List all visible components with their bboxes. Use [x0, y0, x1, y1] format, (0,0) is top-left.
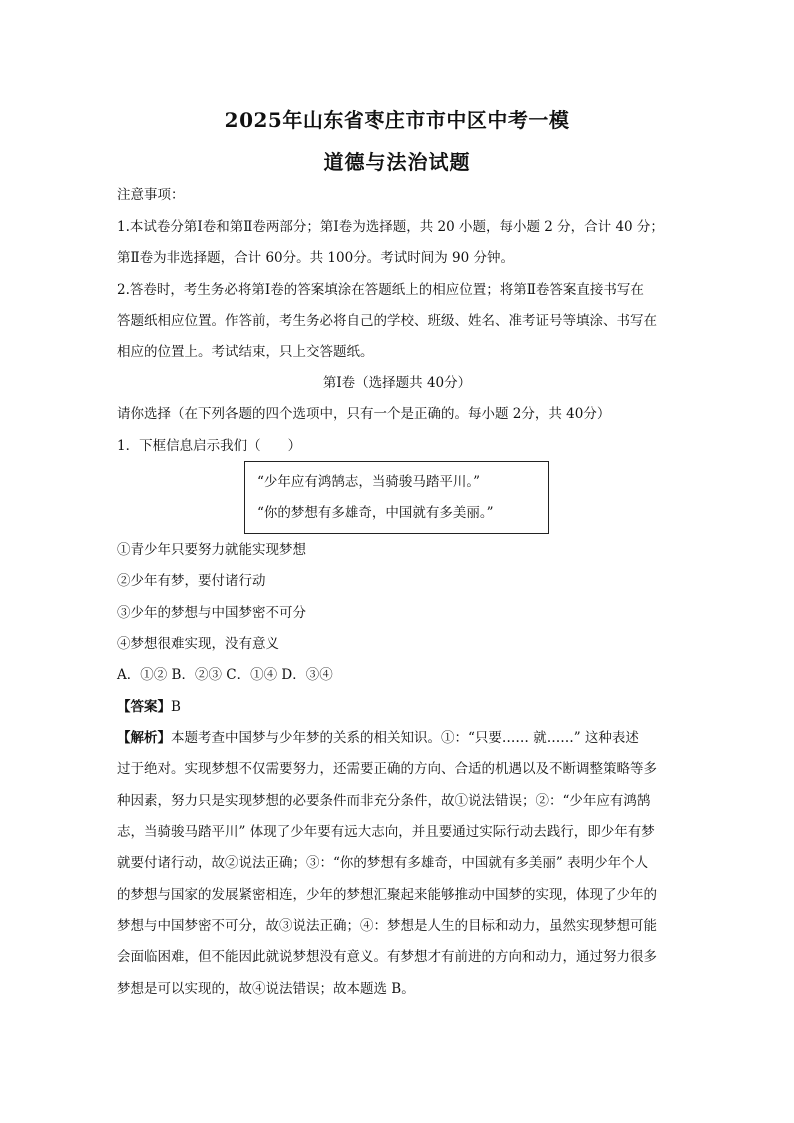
analysis-line: 梦想与中国梦密不可分，故③说法正确；④：梦想是人生的目标和动力，虽然实现梦想可能: [117, 918, 657, 934]
notice-line: 1.本试卷分第Ⅰ卷和第Ⅱ卷两部分；第Ⅰ卷为选择题，共 20 小题，每小题 2 分，合计 40 分；: [117, 219, 664, 235]
statement-item: ①青少年只要努力就能实现梦想: [117, 542, 306, 558]
statement-item: ④梦想很难实现，没有意义: [117, 636, 279, 652]
analysis-line: 的梦想与国家的发展紧密相连，少年的梦想汇聚起来能够推动中国梦的实现，体现了少年的: [117, 887, 657, 903]
question-stem: 1．下框信息启示我们（ ）: [117, 438, 302, 454]
quote-line: “你的梦想有多雄奇，中国就有多美丽。”: [257, 505, 494, 521]
analysis-line: 梦想是可以实现的，故④说法错误；故本题选 B。: [117, 981, 415, 997]
answer-line: [117, 698, 687, 716]
analysis-line: 会面临困难，但不能因此就说梦想没有意义。有梦想才有前进的方向和动力，通过努力很多: [117, 949, 657, 965]
notice-heading: 注意事项：: [117, 187, 185, 203]
section-title: 第Ⅰ卷（选择题共 40分）: [322, 375, 472, 391]
notice-line: 答题纸相应位置。作答前，考生务必将自己的学校、班级、姓名、准考证号等填涂、书写在: [117, 313, 657, 329]
analysis-line: 志，当骑骏马踏平川” 体现了少年要有远大志向，并且要通过实际行动去践行，即少年有梦: [117, 824, 655, 840]
instruction-text: 请你选择（在下列各题的四个选项中，只有一个是正确的。每小题 2分，共 40分）: [117, 406, 611, 422]
notice-line: 第Ⅱ卷为非选择题，合计 60分。共 100分。考试时间为 90 分钟。: [117, 250, 514, 266]
statement-item: ②少年有梦，要付诸行动: [117, 573, 266, 589]
exam-title: 2025年山东省枣庄市市中区中考一模: [224, 108, 570, 132]
quote-box: [244, 461, 549, 534]
analysis-line: [117, 729, 687, 747]
notice-line: 相应的位置上。考试结束，只上交答题纸。: [117, 344, 374, 360]
analysis-line: 过于绝对。实现梦想不仅需要努力，还需要正确的方向、合适的机遇以及不断调整策略等多: [117, 761, 657, 777]
exam-subtitle: 道德与法治试题: [323, 150, 471, 174]
answer-options: A．①② B．②③ C．①④ D．③④: [117, 667, 333, 683]
statement-item: ③少年的梦想与中国梦密不可分: [117, 605, 306, 621]
notice-line: 2.答卷时，考生务必将第Ⅰ卷的答案填涂在答题纸上的相应位置；将第Ⅱ卷答案直接书写在: [117, 282, 644, 298]
quote-line: “少年应有鸿鹄志，当骑骏马踏平川。”: [257, 474, 481, 490]
analysis-line: 种因素，努力只是实现梦想的必要条件而非充分条件，故①说法错误；②：“少年应有鸿鹄: [117, 793, 651, 809]
analysis-text: 本题考查中国梦与少年梦的关系的相关知识。①：“只要…… 就……” 这种表述: [171, 730, 639, 746]
answer-value: B: [171, 699, 181, 715]
answer-label: 【答案】: [117, 699, 171, 715]
analysis-line: 就要付诸行动，故②说法正确；③：“你的梦想有多雄奇，中国就有多美丽” 表明少年个人: [117, 855, 649, 871]
analysis-label: 【解析】: [117, 730, 171, 746]
